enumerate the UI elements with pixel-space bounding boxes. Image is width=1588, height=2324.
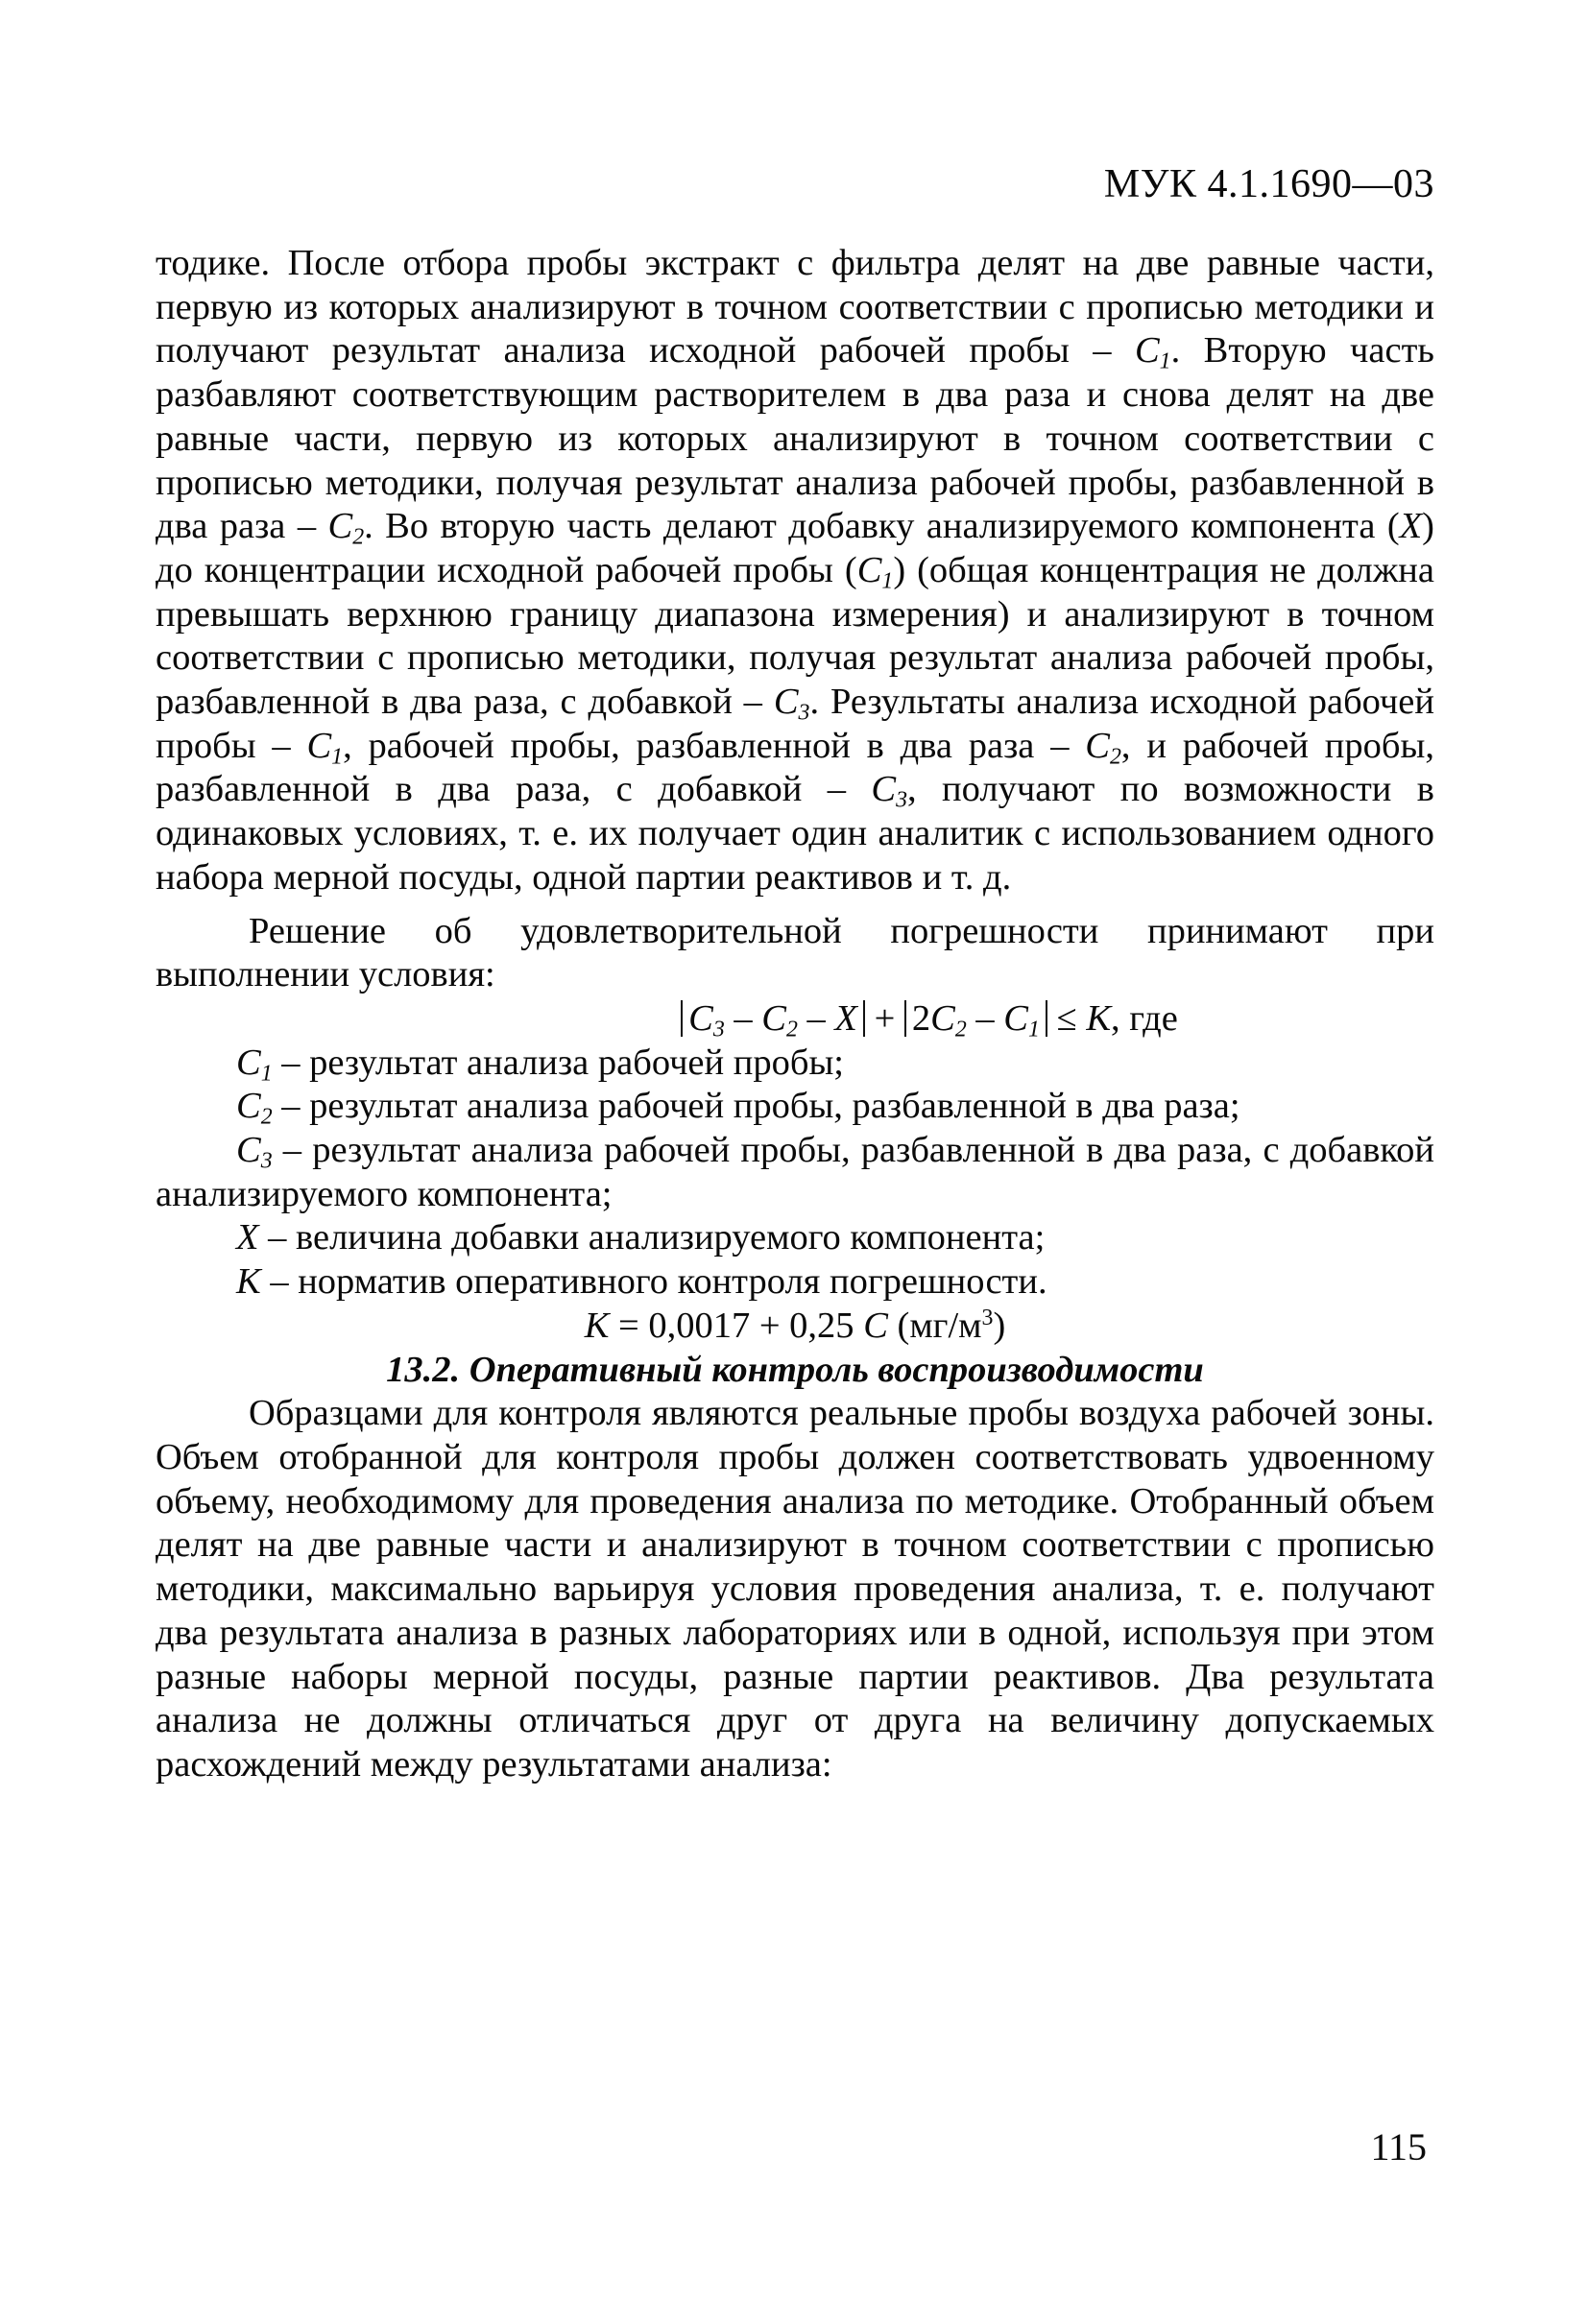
section-heading: 13.2. Оперативный контроль воспроизводимости — [386, 1349, 1204, 1390]
document-code-header: МУК 4.1.1690—03 — [1103, 162, 1434, 206]
definition-c3: $C_3$ – результат анализа рабочей пробы, разбавленной в два раза, с добавкой анализируемого компонента; — [156, 1130, 1434, 1214]
variable-definitions — [156, 1042, 1434, 1305]
formula-error-condition: $C_3 - C_2 - X + 2C_2 - C_1 \le K$, где — [156, 997, 1434, 1042]
paragraph-reproducibility: Образцами для контроля являются реальные пробы воздуха рабочей зоны. Объем отобранной для контроля пробы должен соответствовать удвоенному объему, необходимому для проведения анализа по методике. Отобранный объем делят на две равные части и анализируют в точном соответствии с прописью методики, максимально варьируя условия проведения анализа, т. е. получают два результата анализа в разных лабораториях или в одной, используя при этом разные наборы мерной посуды, разные партии реактивов. Два результата анализа не должны отличаться друг от друга на величину допускаемых расхождений между результатами анализа: — [156, 1393, 1434, 1785]
paragraph-method-description: тодике. После отбора пробы экстракт с фильтра делят на две равные части, первую из которых анализируют в точном соответствии с прописью методики и получают результат анализа исходной рабочей пробы – $C_1$. Вторую часть разбавляют соответствующим растворителем в два раза и снова делят на две равные части, первую из которых анализируют в точном соответствии с прописью методики, получая результат анализа рабочей пробы, разбавленной в два раза – $C_2$. Во вторую часть делают добавку анализируемого компонента (X) до концентрации исходной рабочей пробы $(C_1)$ (общая концентрация не должна превышать верхнюю границу диапазона измерения) и анализируют в точном соответствии с прописью методики, получая результат анализа рабочей пробы, разбавленной в два раза, с добавкой – $C_3$. Результаты анализа исходной рабочей пробы – $C_1$, рабочей пробы, разбавленной в два раза – $C_2$, и рабочей пробы, разбавленной в два раза, с добавкой – $C_3$, получают по возможности в одинаковых условиях, т. е. их получает один аналитик с использованием одного набора мерной посуды, одной партии реактивов и т. д. — [156, 243, 1434, 898]
formula-k-standard: K = 0,0017 + 0,25 C $(мг/м^3)$ — [584, 1305, 1006, 1346]
abs-term-1: $C_3 - C_2$ – X — [681, 1000, 865, 1037]
definition-c2: $C_2$ – результат анализа рабочей пробы, разбавленной в два раза; — [236, 1086, 1240, 1131]
abs-term-2: $2C_2 - C_1$ — [904, 1000, 1047, 1037]
paragraph-acceptance-condition: Решение об удовлетворительной погрешности принимают при выполнении условия: — [156, 910, 1434, 995]
definition-x: X – величина добавки анализируемого компонента; — [236, 1217, 1046, 1258]
definition-c1: $C_1$ – результат анализа рабочей пробы; — [236, 1042, 845, 1087]
page-number: 115 — [1370, 2125, 1427, 2168]
page-body — [156, 242, 1434, 1787]
definition-k: K – норматив оперативного контроля погрешности. — [236, 1261, 1047, 1303]
